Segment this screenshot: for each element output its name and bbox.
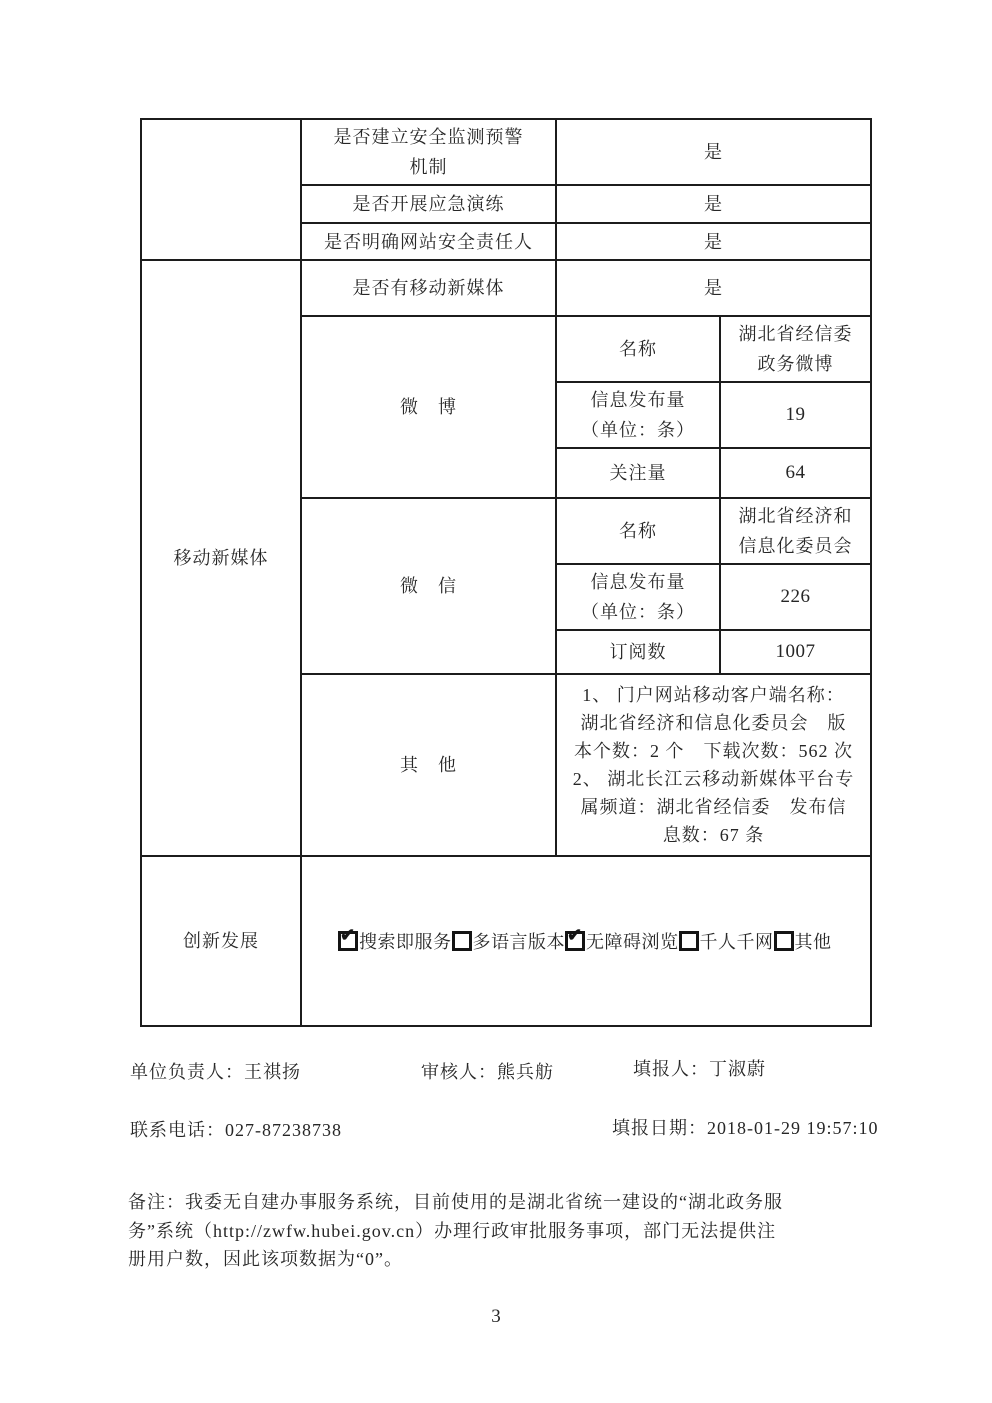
value-cell-wechat-subscribers: 1007 xyxy=(720,630,871,674)
checkbox-icon xyxy=(338,931,358,951)
value-cell-weibo-name: 湖北省经信委 政务微博 xyxy=(720,316,871,382)
checkbox-icon xyxy=(774,931,794,951)
page-number: 3 xyxy=(491,1306,501,1327)
innovation-options-cell xyxy=(301,856,871,1026)
checkbox-personalized[interactable] xyxy=(679,927,774,957)
checkbox-icon xyxy=(679,931,699,951)
label-cell-wechat-posts: 信息发布量 （单位：条） xyxy=(556,564,720,630)
value-cell-weibo-followers: 64 xyxy=(720,448,871,498)
other-detail-cell: 1、 门户网站移动客户端名称： 湖北省经济和信息化委员会 版 本个数：2 个 下载次数：562 次 2、 湖北长江云移动新媒体平台专 属频道：湖北省经信委 发布信 息数：67 条 xyxy=(556,674,871,856)
table-row xyxy=(141,119,871,185)
value-cell-weibo-posts: 19 xyxy=(720,382,871,448)
checkbox-other[interactable] xyxy=(774,927,832,957)
table-row xyxy=(141,260,871,316)
label-cell-weibo-name: 名称 xyxy=(556,316,720,382)
category-cell-innovation: 创新发展 xyxy=(141,856,301,1026)
answer-cell-monitoring: 是 xyxy=(556,119,871,185)
category-cell-mobile-newmedia: 移动新媒体 xyxy=(141,260,301,856)
label-cell-weibo-posts: 信息发布量 （单位：条） xyxy=(556,382,720,448)
answer-cell-drill: 是 xyxy=(556,185,871,223)
checkbox-label: 其他 xyxy=(794,932,832,952)
answer-cell-security-officer: 是 xyxy=(556,223,871,260)
report-table xyxy=(140,118,872,1027)
label-cell-wechat-name: 名称 xyxy=(556,498,720,564)
label-cell-wechat-subscribers: 订阅数 xyxy=(556,630,720,674)
checkbox-label: 千人千网 xyxy=(699,932,774,952)
contact-phone: 联系电话：027-87238738 xyxy=(130,1120,342,1140)
question-cell-security-officer: 是否明确网站安全责任人 xyxy=(301,223,556,260)
question-cell-drill: 是否开展应急演练 xyxy=(301,185,556,223)
checkbox-accessibility[interactable] xyxy=(565,927,679,957)
subcategory-cell-wechat: 微 信 xyxy=(301,498,556,674)
reviewer: 审核人：熊兵舫 xyxy=(421,1062,554,1082)
subcategory-cell-weibo: 微 博 xyxy=(301,316,556,498)
value-cell-wechat-posts: 226 xyxy=(720,564,871,630)
question-cell-monitoring: 是否建立安全监测预警 机制 xyxy=(301,119,556,185)
checkbox-icon xyxy=(452,931,472,951)
subcategory-cell-other: 其 他 xyxy=(301,674,556,856)
checkbox-search-as-service[interactable] xyxy=(338,927,452,957)
checkbox-icon xyxy=(565,931,585,951)
answer-cell-has-mobile: 是 xyxy=(556,260,871,316)
category-cell-empty xyxy=(141,119,301,260)
checkbox-label: 无障碍浏览 xyxy=(586,932,679,952)
form-filler: 填报人：丁淑蔚 xyxy=(633,1059,766,1079)
checkbox-label: 搜索即服务 xyxy=(359,932,452,952)
value-cell-wechat-name: 湖北省经济和 信息化委员会 xyxy=(720,498,871,564)
unit-responsible-person: 单位负责人：王祺扬 xyxy=(130,1062,301,1082)
label-cell-weibo-followers: 关注量 xyxy=(556,448,720,498)
question-cell-has-mobile: 是否有移动新媒体 xyxy=(301,260,556,316)
table-row xyxy=(141,856,871,1026)
checkbox-multilingual[interactable] xyxy=(452,927,566,957)
filing-date: 填报日期：2018-01-29 19:57:10 xyxy=(612,1118,879,1138)
checkbox-label: 多语言版本 xyxy=(472,932,565,952)
remark-note: 备注：我委无自建办事服务系统，目前使用的是湖北省统一建设的“湖北政务服 务”系统（http://zwfw.hubei.gov.cn）办理行政审批服务事项，部门无法提供注 册用户数，因此该项数据为“0”。 xyxy=(128,1192,783,1269)
